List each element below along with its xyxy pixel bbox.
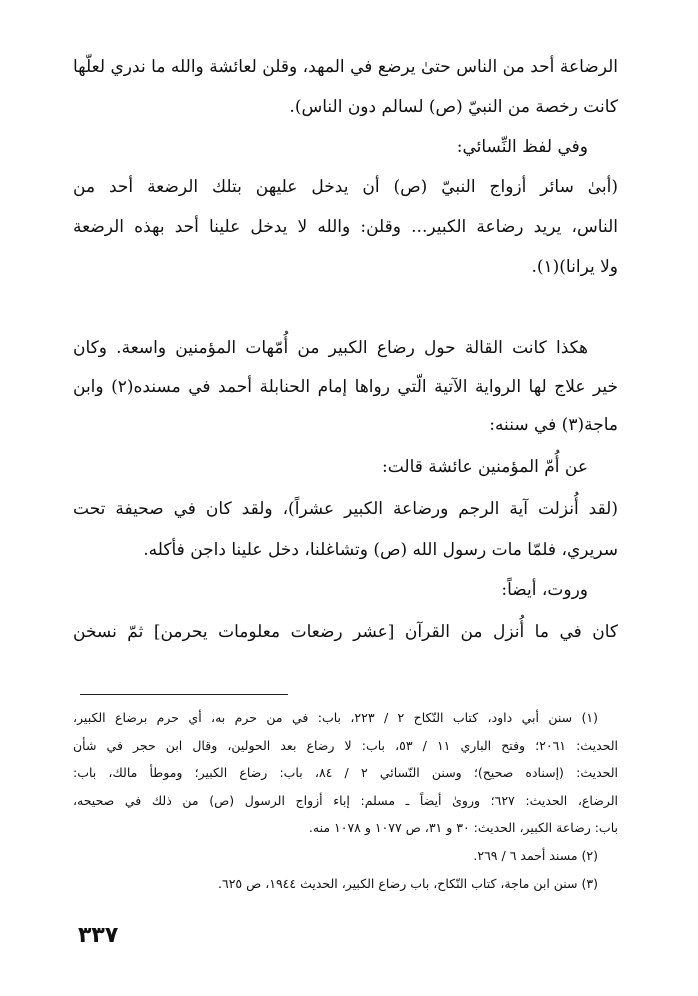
body-line: ولا يرانا)(١). [531, 257, 618, 277]
footnote-line: (٣) سنن ابن ماجة، كتاب النّكاح، باب رضاع الكبير، الحديث ١٩٤٤، ص ٦٢٥. [218, 876, 598, 891]
footnote-line: الحديث: (إسناده صحيح)؛ وسنن النّسائي ٢ / ٨٤، باب: رضاع الكبير؛ وموطأ مالك، باب: [73, 765, 618, 780]
footnote-line: الحديث: ٢٠٦١؛ وفتح الباري ١١ / ٥٣، باب: لا رضاع بعد الحولين، وقال ابن حجر في شأن [73, 738, 618, 753]
body-line: (أبىٰ سائر أزواج النبيّ (ص) أن يدخل عليهن بتلك الرضعة أحد من [73, 177, 618, 197]
footnote-separator [80, 694, 288, 695]
footnote-line: (١) سنن أبي داود، كتاب النّكاح ٢ / ٢٢٣، باب: في من حرم به، أي حرم برضاع الكبير، [73, 710, 598, 725]
body-line: هكذا كانت القالة حول رضاع الكبير من أُمّهات المؤمنين واسعة. وكان [73, 338, 588, 358]
footnote-line: (٢) مسند أحمد ٦ / ٢٦٩. [473, 848, 598, 863]
body-line: وروت، أيضاً: [501, 580, 588, 600]
body-line: خير علاج لها الرواية الآتية الّتي رواها إمام الحنابلة أحمد في مسنده(٢) وابن [73, 377, 618, 397]
footnote-line: باب: رضاعة الكبير، الحديث: ٣٠ و ٣١، ص ١٠٧٧ و ١٠٧٨ منه. [308, 820, 618, 835]
body-line: الرضاعة أحد من الناس حتىٰ يرضع في المهد، وقلن لعائشة والله ما ندري لعلّها [73, 57, 618, 77]
body-line: وفي لفظ النِّسائي: [456, 137, 588, 157]
body-line: الناس، يريد رضاعة الكبير... وقلن: والله لا يدخل علينا أحد بهذه الرضعة [73, 217, 618, 237]
body-line: سريري، فلمّا مات رسول الله (ص) وتشاغلنا، دخل علينا داجن فأكله. [143, 540, 618, 560]
body-line: ماجة(٣) في سننه: [489, 415, 618, 435]
page-number: ٣٣٧ [78, 923, 119, 948]
body-line: كان في ما أُنزل من القرآن [عشر رضعات معلومات يحرمن] ثمّ نسخن [73, 622, 618, 642]
body-line: (لقد أُنزلت آية الرجم ورضاعة الكبير عشراً)، ولقد كان في صحيفة تحت [73, 499, 618, 519]
footnote-line: الرضاع، الحديث: ٦٢٧؛ وروىٰ أيضاً ـ مسلم: إباء أزواج الرسول (ص) من ذلك في صحيحه، [73, 793, 618, 808]
body-line: كانت رخصة من النبيّ (ص) لسالم دون الناس). [289, 97, 618, 117]
body-line: عن أُمّ المؤمنين عائشة قالت: [381, 457, 588, 477]
